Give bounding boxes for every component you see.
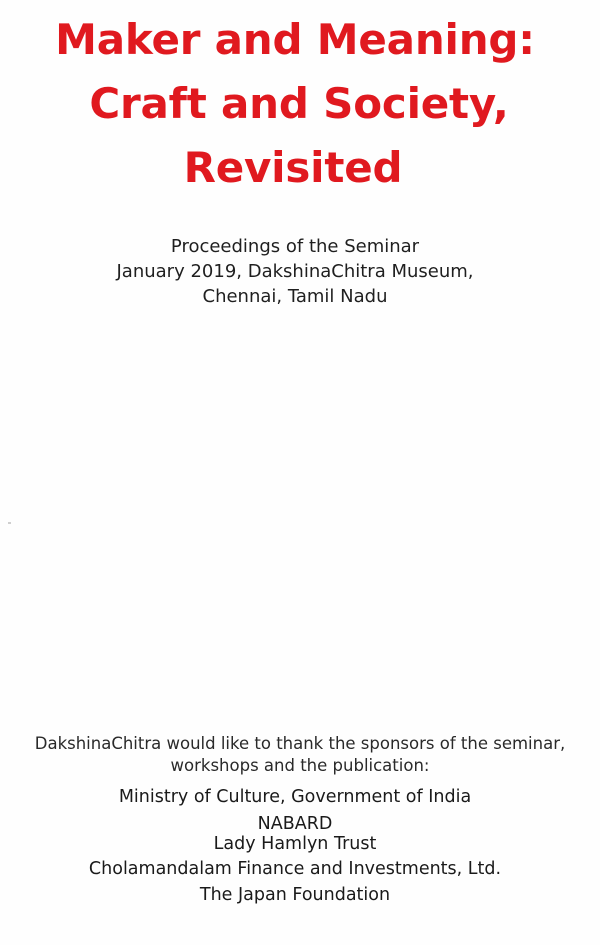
acknowledgement-line-1: DakshinaChitra would like to thank the sponsors of the seminar, bbox=[34, 734, 566, 753]
sponsor-item: Lady Hamlyn Trust bbox=[213, 834, 377, 854]
acknowledgement-text bbox=[0, 733, 600, 777]
sponsor-item: NABARD bbox=[257, 814, 333, 834]
subtitle-line-2: January 2019, DakshinaChitra Museum, bbox=[116, 261, 474, 282]
subtitle-line-1: Proceedings of the Seminar bbox=[170, 236, 420, 257]
scan-speck bbox=[8, 522, 11, 524]
subtitle-line-3: Chennai, Tamil Nadu bbox=[202, 286, 388, 307]
sponsor-item: Cholamandalam Finance and Investments, Ltd. bbox=[88, 859, 502, 879]
acknowledgement-line-2: workshops and the publication: bbox=[170, 756, 430, 775]
sponsor-item: The Japan Foundation bbox=[199, 885, 391, 905]
sponsor-item: Ministry of Culture, Government of India bbox=[118, 787, 472, 807]
book-title bbox=[0, 8, 600, 200]
title-line-2: Craft and Society, bbox=[89, 79, 509, 128]
title-line-1: Maker and Meaning: bbox=[55, 15, 535, 64]
proceedings-subtitle bbox=[0, 234, 600, 309]
title-line-3: Revisited bbox=[183, 143, 403, 192]
